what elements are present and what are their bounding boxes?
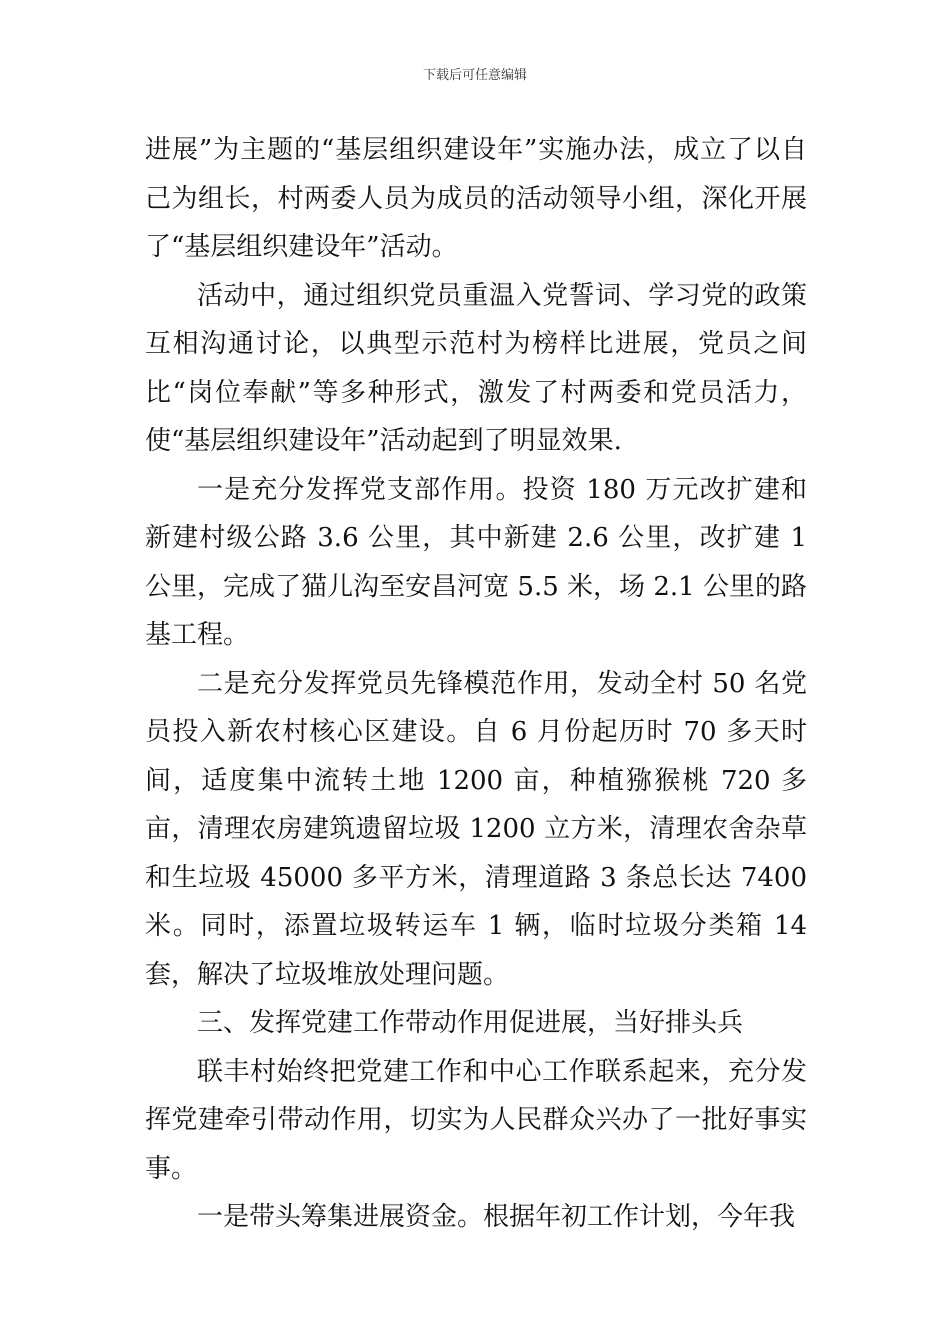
paragraph-6: 联丰村始终把党建工作和中心工作联系起来，充分发挥党建牵引带动作用，切实为人民群众兴办了一批好事实事。 [145, 1056, 807, 1184]
paragraph-1: 进展”为主题的“基层组织建设年”实施办法，成立了以自己为组长，村两委人员为成员的活动领导小组，深化开展了“基层组织建设年”活动。 [145, 135, 807, 262]
paragraph-2: 活动中，通过组织党员重温入党誓词、学习党的政策互相沟通讨论，以典型示范村为榜样比进展，党员之间比“岗位奉献”等多种形式，激发了村两委和党员活力，使“基层组织建设年”活动起到了明显效果. [145, 280, 807, 456]
page-header-note: 下载后可任意编辑 [422, 68, 527, 83]
paragraph-4: 二是充分发挥党员先锋模范作用，发动全村 50 名党员投入新农村核心区建设。自 6 月份起历时 70 多天时间，适度集中流转土地 1200 亩，种植猕猴桃 720 多亩，清理农房建筑遗留垃圾 1200 立方米，清理农舍杂草和生垃圾 45000 多平方米，清理道路 3 条总长达 7400 米。同时，添置垃圾转运车 1 辆，临时垃圾分类箱 14 套，解决了垃圾堆放处理问题。 [145, 668, 807, 990]
document-body [145, 126, 807, 1242]
paragraph-7: 一是带头筹集进展资金。根据年初工作计划，今年我 [197, 1202, 796, 1232]
section-heading-3: 三、发挥党建工作带动作用促进展，当好排头兵 [197, 1008, 744, 1038]
paragraph-3: 一是充分发挥党支部作用。投资 180 万元改扩建和新建村级公路 3.6 公里，其中新建 2.6 公里，改扩建 1 公里，完成了猫儿沟至安昌河宽 5.5 米，场 2.1 公里的路基工程。 [145, 474, 807, 650]
